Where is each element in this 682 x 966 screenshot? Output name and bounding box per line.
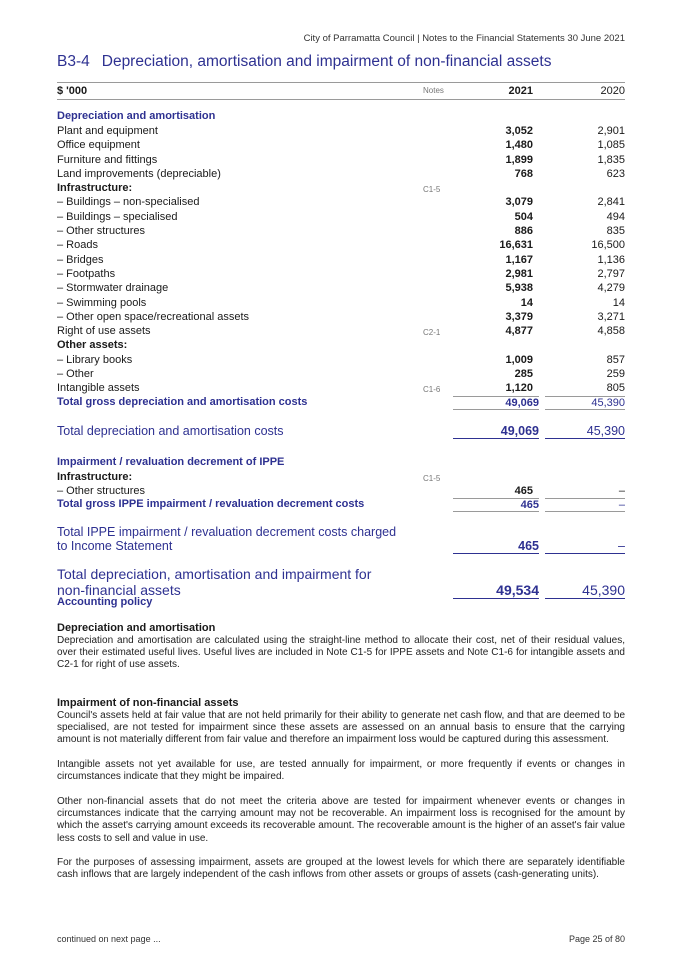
total-gross-dep-label: Total gross depreciation and amortisation costs (57, 395, 308, 408)
table-row (57, 281, 625, 295)
imp-policy-p2: Intangible assets not yet available for use, are tested annually for impairment, or more frequently if events or changes in circumstances indicate that they might be impaired. (57, 759, 625, 783)
total-dep-label: Total depreciation and amortisation costs (57, 423, 284, 438)
row-label: Intangible assets (57, 382, 140, 395)
col-2020-header: 2020 (600, 85, 625, 97)
table-row (57, 153, 625, 167)
row-note: C1-5 (423, 473, 441, 483)
imp-policy-p4: For the purposes of assessing impairment, assets are grouped at the lowest levels for which there are separately identifiable cash inflows that are largely independent of the cash inflows from other assets or groups of assets (cash-generating units). (57, 857, 625, 881)
total-imp-label-line1: Total IPPE impairment / revaluation decrement costs charged (57, 525, 397, 540)
row-value-2020: – (618, 484, 625, 497)
row-value-2021: 886 (514, 225, 533, 238)
row-label: – Other structures (57, 225, 146, 238)
table-row (57, 195, 625, 209)
row-value-2021: 1,120 (505, 382, 533, 395)
row-label: Infrastructure: (57, 182, 133, 195)
table-row (57, 324, 625, 338)
col-label-header: $ '000 (57, 85, 88, 97)
row-label: Plant and equipment (57, 125, 158, 137)
total-gross-imp-label: Total gross IPPE impairment / revaluation decrement costs (57, 498, 365, 511)
row-value-2020: 1,085 (597, 139, 625, 152)
row-value-2020: 857 (606, 353, 625, 366)
table-row (57, 238, 625, 252)
total-dep-row (57, 420, 625, 446)
page-title (57, 53, 551, 71)
row-label: – Buildings – non-specialised (57, 196, 200, 209)
row-label: – Buildings – specialised (57, 210, 178, 223)
section-dep-title-text: Depreciation and amortisation (57, 110, 216, 122)
row-value-2021: 16,631 (499, 239, 533, 252)
row-label: Office equipment (57, 139, 140, 152)
table-row (57, 138, 625, 152)
row-value-2020: 4,858 (597, 325, 625, 338)
section-title: Depreciation, amortisation and impairment of non-financial assets (101, 53, 552, 70)
dep-rows (57, 124, 625, 396)
total-gross-dep-2020: 45,390 (545, 396, 625, 410)
row-value-2021: 1,480 (505, 139, 533, 152)
running-header: City of Parramatta Council | Notes to the Financial Statements 30 June 2021 (303, 33, 625, 44)
table-row (57, 381, 625, 395)
row-value-2020: 1,136 (597, 253, 625, 266)
row-value-2020: 494 (606, 210, 625, 223)
col-2021-header: 2021 (508, 85, 533, 97)
table-row (57, 167, 625, 181)
row-label: – Swimming pools (57, 296, 147, 309)
row-value-2020: 4,279 (597, 282, 625, 295)
row-label: – Other structures (57, 484, 146, 497)
total-imp-label-line2: to Income Statement (57, 539, 173, 554)
row-label: – Other open space/recreational assets (57, 310, 250, 323)
row-value-2021: 768 (514, 167, 533, 180)
section-imp-title (57, 455, 625, 470)
imp-policy-title: Impairment of non-financial assets (57, 697, 239, 709)
total-gross-dep-2021: 49,069 (453, 396, 539, 410)
table-row (57, 310, 625, 324)
table-row (57, 124, 625, 138)
total-imp-label (57, 525, 396, 553)
row-label: Land improvements (depreciable) (57, 167, 221, 180)
row-value-2020: 3,271 (597, 310, 625, 323)
total-imp-2021: 465 (453, 539, 539, 554)
grand-total-label (57, 567, 371, 598)
dep-policy-title: Depreciation and amortisation (57, 622, 216, 634)
row-note: C1-5 (423, 185, 441, 195)
row-label: – Library books (57, 353, 133, 366)
table-row (57, 296, 625, 310)
row-label: – Roads (57, 239, 98, 252)
financial-table (57, 82, 625, 601)
row-label: – Bridges (57, 253, 104, 266)
imp-rows (57, 470, 625, 499)
row-note: C1-6 (423, 385, 441, 395)
total-imp-2020: – (545, 539, 625, 554)
grand-total-label-line2: non-financial assets (57, 581, 181, 598)
imp-policy-p1: Council's assets held at fair value that are not held primarily for their ability to generate net cash flow, and that are deemed to be specialised, are not tested for impairment since these assets are assessed on an annual basis to ensure that the carrying amount is not materially different from fair value and therefore an impairment loss would be captured during this assessment. (57, 710, 625, 746)
grand-total-2021: 49,534 (453, 582, 539, 599)
row-value-2021: 3,052 (505, 125, 533, 137)
row-value-2020: 14 (612, 296, 625, 309)
col-notes-header: Notes (423, 86, 444, 95)
total-gross-dep-row (57, 396, 625, 411)
row-value-2021: 1,009 (505, 353, 533, 366)
row-value-2020: 805 (606, 382, 625, 395)
row-value-2021: 4,877 (505, 325, 533, 338)
total-gross-imp-row (57, 498, 625, 513)
section-dep-title (57, 109, 625, 124)
row-value-2021: 5,938 (505, 282, 533, 295)
row-label: Right of use assets (57, 325, 151, 338)
dep-policy-text: Depreciation and amortisation are calculated using the straight-line method to allocate their cost, net of their residual values, over their estimated useful lives. Useful lives are included in Note C1-5 for IPPE assets and Note C1-6 for intangible assets and C2-1 for right of use assets. (57, 635, 625, 671)
row-label: – Footpaths (57, 267, 116, 280)
row-value-2021: 465 (514, 484, 533, 497)
row-value-2020: 835 (606, 225, 625, 238)
total-dep-2021: 49,069 (453, 424, 539, 439)
total-gross-imp-2021: 465 (453, 498, 539, 512)
row-value-2020: 16,500 (591, 239, 625, 252)
table-row (57, 210, 625, 224)
table-row (57, 253, 625, 267)
row-value-2021: 14 (520, 296, 533, 309)
row-value-2021: 3,379 (505, 310, 533, 323)
table-row (57, 338, 625, 352)
table-row (57, 181, 625, 195)
table-row (57, 353, 625, 367)
section-imp-title-text: Impairment / revaluation decrement of IPPE (57, 455, 285, 468)
total-gross-imp-2020: – (545, 498, 625, 512)
row-label: – Other (57, 368, 94, 381)
row-value-2021: 285 (514, 368, 533, 381)
row-value-2021: 504 (514, 210, 533, 223)
row-value-2020: 1,835 (597, 153, 625, 166)
row-value-2020: 259 (606, 368, 625, 381)
total-imp-row (57, 525, 625, 557)
row-value-2021: 2,981 (505, 267, 533, 280)
table-row (57, 367, 625, 381)
row-label: Other assets: (57, 339, 128, 352)
table-row (57, 267, 625, 281)
footer-page-number: Page 25 of 80 (568, 934, 625, 944)
grand-total-label-line1: Total depreciation, amortisation and impairment for (57, 566, 372, 583)
grand-total-2020: 45,390 (545, 582, 625, 599)
table-header (57, 82, 625, 100)
row-note: C2-1 (423, 328, 441, 338)
imp-policy-p3: Other non-financial assets that do not meet the criteria above are tested for impairment whenever events or changes in circumstances indicate that the carrying amount may not be recoverable. An impairment loss is recognised for the amount by which the asset's carrying amount exceeds its recoverable amount. The recoverable amount is the higher of an asset's fair value less costs to sell and value in use. (57, 796, 625, 844)
section-number: B3-4 (57, 53, 90, 70)
row-value-2020: 2,841 (597, 196, 625, 209)
total-dep-2020: 45,390 (545, 424, 625, 439)
row-value-2020: 623 (606, 167, 625, 180)
row-value-2020: 2,901 (597, 125, 625, 137)
row-label: Infrastructure: (57, 470, 133, 483)
row-label: Furniture and fittings (57, 153, 158, 166)
row-value-2021: 1,899 (505, 153, 533, 166)
table-row (57, 470, 625, 484)
row-value-2020: 2,797 (597, 267, 625, 280)
row-value-2021: 1,167 (505, 253, 533, 266)
accounting-policy-title: Accounting policy (57, 596, 153, 608)
table-row (57, 224, 625, 238)
row-value-2021: 3,079 (505, 196, 533, 209)
row-label: – Stormwater drainage (57, 282, 169, 295)
footer-continued: continued on next page ... (57, 934, 161, 944)
table-row (57, 484, 625, 498)
